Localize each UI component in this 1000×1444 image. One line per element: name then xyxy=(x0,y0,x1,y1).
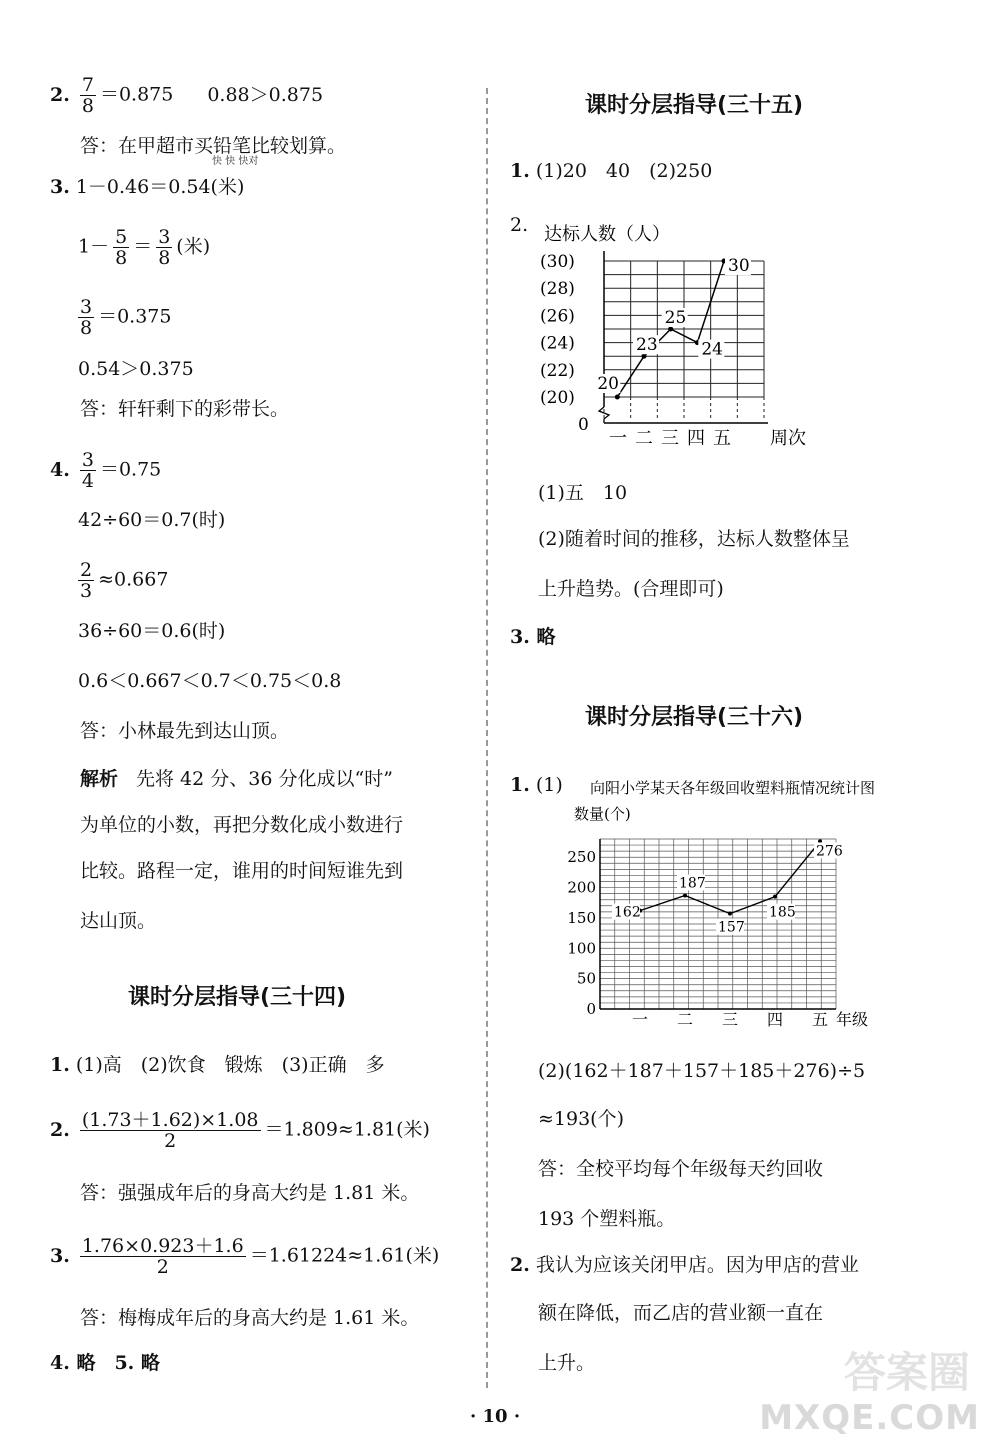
s34-q1: 1. (1)高 (2)饮食 锻炼 (3)正确 多 xyxy=(50,1054,385,1076)
chart2-xtick: 三 xyxy=(721,1010,739,1029)
chart2-data-label: 185 xyxy=(769,904,796,921)
q4-line2: 42÷60＝0.7(时) xyxy=(78,509,226,531)
chart1-data-label: 23 xyxy=(636,335,658,356)
s36-q2-line2: 额在降低，而乙店的营业额一直在 xyxy=(538,1302,824,1324)
q2-number: 2. xyxy=(50,83,70,106)
chart2-ytick: 250 xyxy=(567,848,596,867)
q3-line3: $\frac{3}{8}$ ＝0.375 xyxy=(80,296,172,339)
watermark-url: MXQE.COM xyxy=(759,1398,980,1438)
chart1-ytick: (24) xyxy=(540,333,575,354)
chart1-point xyxy=(615,395,620,400)
chart2-data-label: 187 xyxy=(679,875,706,892)
chart2-xticks xyxy=(632,1010,828,1029)
chart1-xtick: 五 xyxy=(713,428,731,449)
chart-weekly-count xyxy=(520,215,850,455)
column-divider xyxy=(486,88,488,1388)
section-header-34: 课时分层指导(三十四) xyxy=(128,985,347,1010)
s36-q2-line3: 上升。 xyxy=(538,1352,596,1374)
s34-q4-q5: 4. 略 5. 略 xyxy=(50,1352,160,1374)
chart1-xticks xyxy=(609,428,731,449)
s34-q2: 2. $\frac{(1.73+1.62)\times 1.08}{2}$ ＝1.809≈1.81(米) xyxy=(50,1109,430,1152)
chart2-point xyxy=(728,912,732,916)
chart2-xtick: 一 xyxy=(631,1010,649,1029)
chart2-point xyxy=(683,893,687,897)
s35-q2-part3: 上升趋势。(合理即可) xyxy=(538,578,724,600)
chart1-series xyxy=(594,256,751,400)
chart1-ytick: (28) xyxy=(540,279,575,300)
analysis-line4: 达山顶。 xyxy=(80,910,157,932)
q4-line5: 0.6＜0.667＜0.7＜0.75＜0.8 xyxy=(78,670,342,692)
chart2-data-label: 157 xyxy=(718,919,745,936)
s35-q2-part1: (1)五 10 xyxy=(538,482,628,504)
s36-q1-part2-b: ≈193(个) xyxy=(538,1108,625,1130)
q3-line2: 1－ $\frac{5}{8}$ ＝ $\frac{3}{8}$ (米) xyxy=(78,226,211,269)
s36-q1-part2-c: 答：全校平均每个年级每天约回收 xyxy=(538,1158,824,1180)
page-number: · 10 · xyxy=(470,1406,521,1427)
chart2-ytick: 0 xyxy=(586,1000,596,1018)
chart1-data-label: 24 xyxy=(701,339,723,360)
chart2-line xyxy=(640,841,820,913)
chart2-ytick: 50 xyxy=(576,969,596,988)
s34-q3: 3. $\frac{1.76\times 0.923+1.6}{2}$ ＝1.61224≈1.61(米) xyxy=(50,1235,440,1278)
q2-answer: 答：在甲超市买铅笔比较划算。 xyxy=(80,135,347,157)
s35-q2-part2: (2)随着时间的推移，达标人数整体呈 xyxy=(538,528,850,550)
s36-q2: 2. 我认为应该关闭甲店。因为甲店的营业 xyxy=(510,1254,859,1276)
chart1-data-label: 20 xyxy=(597,374,619,394)
s36-q1-part2-d: 193 个塑料瓶。 xyxy=(538,1208,676,1230)
section-header-36: 课时分层指导(三十六) xyxy=(585,705,804,730)
s34-q2-answer: 答：强强成年后的身高大约是 1.81 米。 xyxy=(80,1182,420,1204)
chart1-yticks xyxy=(540,252,575,408)
q3-answer: 答：轩轩剩下的彩带长。 xyxy=(80,398,290,420)
q2-line: 2. $\frac{7}{8}$ ＝0.875 0.88＞0.875 xyxy=(50,74,324,117)
chart-bottle-recycling xyxy=(560,773,890,1035)
chart1-ytick: (30) xyxy=(540,252,575,272)
q4-answer: 答：小林最先到达山顶。 xyxy=(80,720,290,742)
fraction-7-8: $\frac{7}{8}$ xyxy=(81,74,94,117)
q3-line1: 3. 1－0.46＝0.54(米) xyxy=(50,176,245,198)
analysis-line3: 比较。路程一定，谁用的时间短谁先到 xyxy=(80,860,404,882)
q4-line1: 4. $\frac{3}{4}$ ＝0.75 xyxy=(50,449,162,492)
chart2-ytick: 100 xyxy=(567,939,596,958)
chart1-grid xyxy=(604,261,764,419)
chart2-xtick: 五 xyxy=(811,1010,829,1029)
chart1-data-label: 30 xyxy=(728,256,750,276)
chart2-title: 向阳小学某天各年级回收塑料瓶情况统计图 xyxy=(590,779,876,797)
chart1-ytick: (20) xyxy=(540,388,575,408)
chart1-xtick: 一 xyxy=(609,428,627,449)
chart1-ylabel: 达标人数（人） xyxy=(544,224,670,245)
s36-q1-part2-a: (2)(162＋187＋157＋185＋276)÷5 xyxy=(538,1060,866,1082)
chart1-xtick: 二 xyxy=(635,428,653,449)
chart1-xtick: 三 xyxy=(661,428,679,449)
chart2-data-label: 162 xyxy=(614,904,641,921)
chart2-xlabel: 年级 xyxy=(836,1010,869,1029)
chart1-origin: 0 xyxy=(578,415,589,435)
analysis-line2: 为单位的小数，再把分数化成小数进行 xyxy=(80,814,404,836)
chart2-ytick: 150 xyxy=(567,908,596,927)
s36-q1-number: 1. (1) xyxy=(510,774,563,796)
s34-q3-answer: 答：梅梅成年后的身高大约是 1.61 米。 xyxy=(80,1307,420,1329)
section-header-35: 课时分层指导(三十五) xyxy=(585,93,804,118)
q4-line4: 36÷60＝0.6(时) xyxy=(78,620,226,642)
chart2-data-label: 276 xyxy=(816,843,843,860)
s35-q3: 3. 略 xyxy=(510,626,556,648)
watermark-logo: 答案圈 xyxy=(843,1348,970,1397)
chart1-xlabel: 周次 xyxy=(770,428,806,449)
chart2-xtick: 四 xyxy=(766,1010,784,1029)
q3-line4: 0.54＞0.375 xyxy=(78,358,194,380)
chart2-point xyxy=(773,895,777,899)
chart2-yticks xyxy=(567,848,596,1018)
analysis-line1: 解析 先将 42 分、36 分化成以“时” xyxy=(80,768,393,790)
chart1-ytick: (22) xyxy=(540,360,575,381)
analysis-label: 解析 xyxy=(80,768,119,790)
chart2-ytick: 200 xyxy=(567,878,596,897)
chart1-ytick: (26) xyxy=(540,306,575,327)
chart1-data-label: 25 xyxy=(664,308,687,328)
s35-q2-number: 2. xyxy=(510,214,529,236)
s35-q1: 1. (1)20 40 (2)250 xyxy=(510,160,713,182)
q2-compare: 0.88＞0.875 xyxy=(207,83,324,106)
chart2-ylabel: 数量(个) xyxy=(574,805,631,823)
chart1-xtick: 四 xyxy=(687,428,705,449)
handwritten-scribble: 快 快 快对 xyxy=(212,156,259,167)
chart2-xtick: 二 xyxy=(676,1010,694,1029)
q4-line3: $\frac{2}{3}$ ≈0.667 xyxy=(80,559,169,602)
